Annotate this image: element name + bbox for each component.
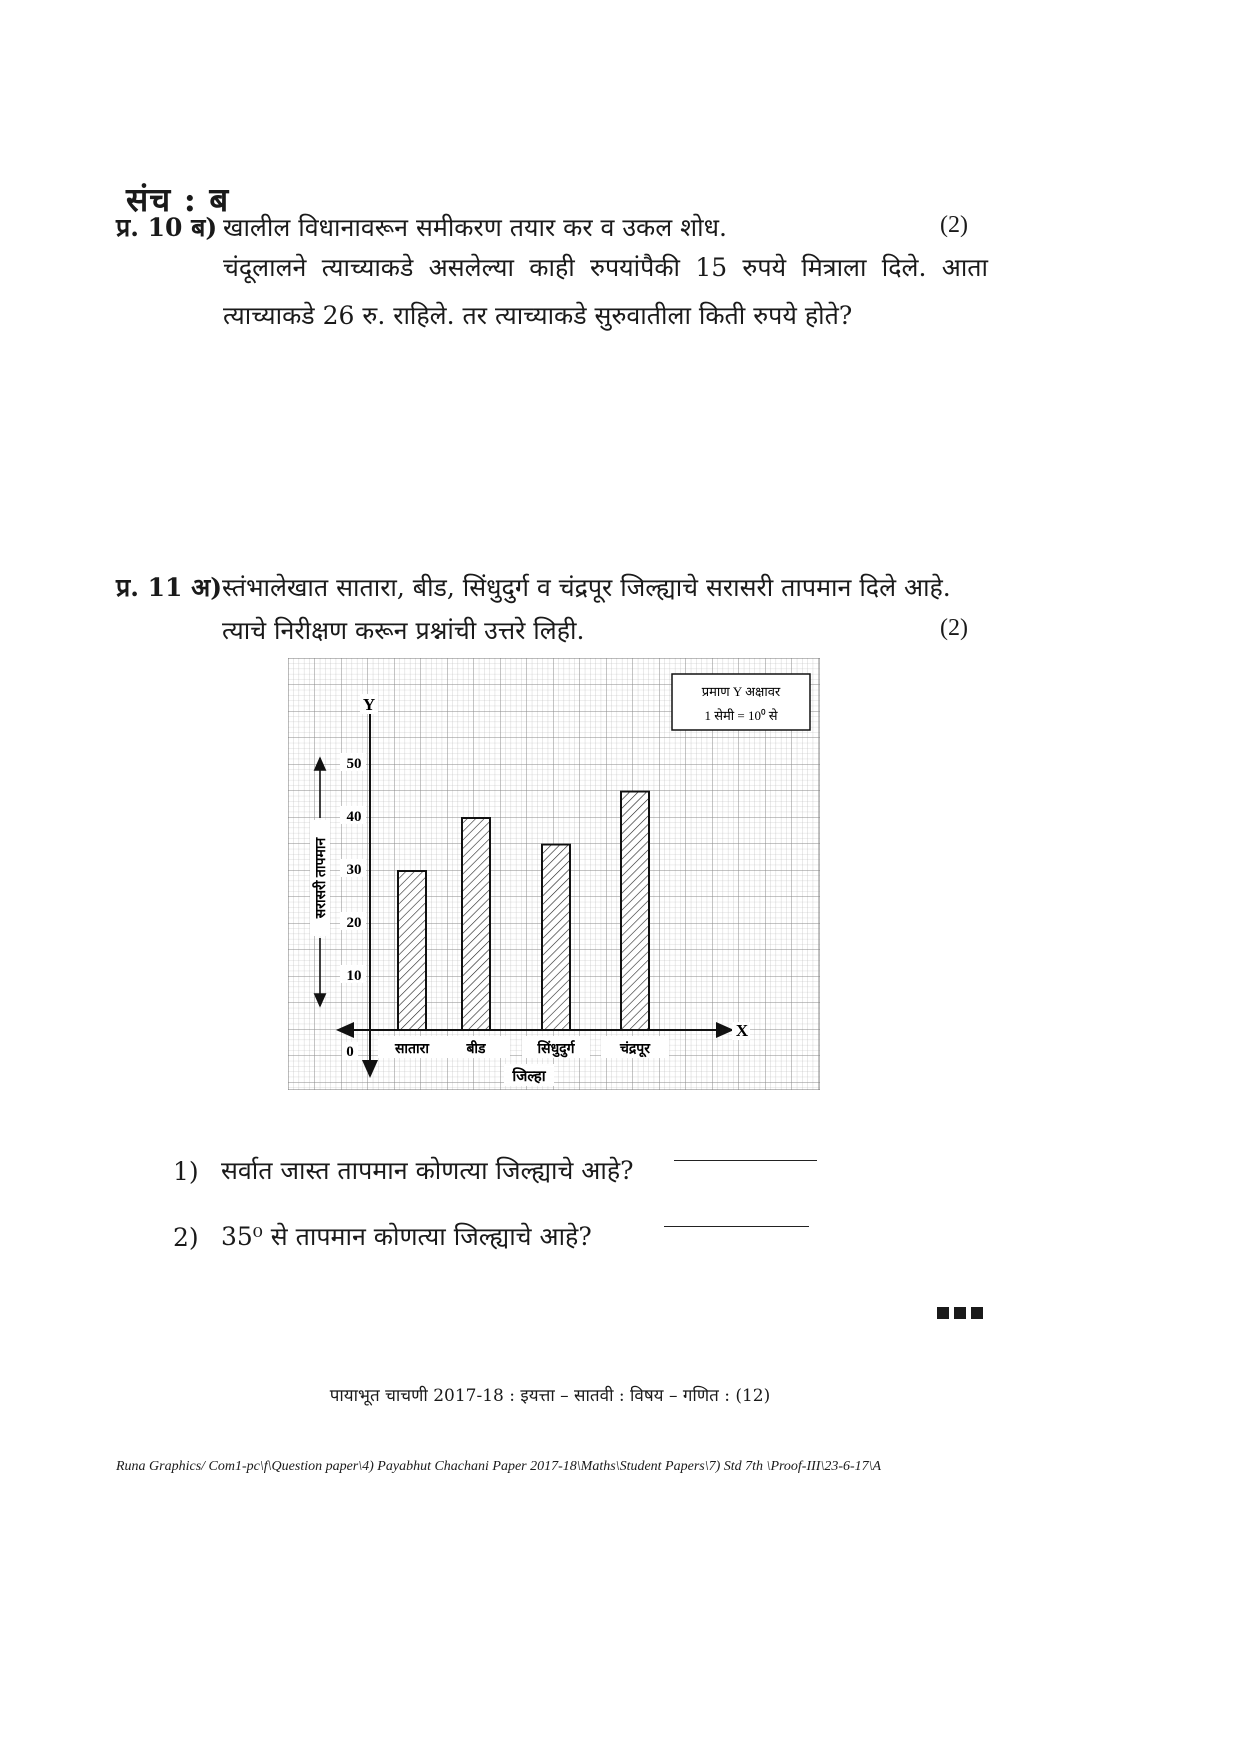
question-10-marks: (2) — [940, 212, 968, 238]
bar — [542, 845, 570, 1031]
end-square — [954, 1307, 966, 1319]
y-axis-label: सरासरी तापमान — [314, 837, 329, 919]
x-axis-label: जिल्हा — [512, 1069, 546, 1085]
y-tick-label: 10 — [346, 968, 362, 984]
category-label: बीड — [466, 1042, 486, 1057]
y-tick-label: 40 — [346, 809, 362, 825]
page-footer: पायाभूत चाचणी 2017-18 : इयत्ता – सातवी : विषय – गणित : (12) — [329, 1386, 771, 1406]
answer-line-1[interactable] — [674, 1160, 817, 1161]
y-axis-letter: Y — [362, 695, 376, 714]
question-11-label: प्र. 11 अ) — [116, 573, 223, 602]
category-label: चंद्रपूर — [619, 1042, 651, 1057]
x-axis-letter: X — [735, 1021, 749, 1040]
answer-line-2[interactable] — [664, 1226, 809, 1227]
question-11-marks: (2) — [940, 615, 968, 641]
file-path-footnote: Runa Graphics/ Com1-pc\f\Question paper\4) Payabhut Chachani Paper 2017-18\Maths\Student Papers\7) Std 7th \Proof-III\23-6-17\A — [116, 1459, 882, 1474]
scale-note-line2: 1 सेमी = 10⁰ से — [704, 708, 778, 723]
temperature-bar-chart — [288, 658, 820, 1090]
question-10-label: प्र. 10 ब) — [116, 213, 218, 242]
question-10-instruction: खालील विधानावरून समीकरण तयार कर व उकल शोध. — [223, 213, 727, 242]
sub-question-1-number: 1) — [173, 1157, 199, 1186]
category-label: सातारा — [394, 1042, 430, 1057]
sub-question-1-text: सर्वात जास्त तापमान कोणत्या जिल्ह्याचे आहे? — [221, 1156, 634, 1185]
question-11-line1: स्तंभालेखात सातारा, बीड, सिंधुदुर्ग व चंद्रपूर जिल्ह्याचे सरासरी तापमान दिले आहे. — [222, 573, 951, 602]
bar — [621, 792, 649, 1031]
y-tick-label: 50 — [346, 756, 362, 772]
category-label: सिंधुदुर्ग — [537, 1042, 575, 1057]
end-mark — [937, 1307, 983, 1319]
question-11-line2: त्याचे निरीक्षण करून प्रश्नांची उत्तरे लिही. — [222, 616, 585, 645]
sub-question-2-number: 2) — [173, 1223, 199, 1252]
set-title: संच : ब — [126, 180, 230, 219]
end-square — [937, 1307, 949, 1319]
scale-note-line1: प्रमाण Y अक्षावर — [701, 684, 781, 699]
bar — [398, 871, 426, 1030]
y-tick-label: 30 — [346, 862, 362, 878]
origin-label: 0 — [346, 1044, 354, 1060]
end-square — [971, 1307, 983, 1319]
question-10-problem: चंदूलालने त्याच्याकडे असलेल्या काही रुपयांपैकी 15 रुपये मित्राला दिले. आता त्याच्याकडे 26 रु. राहिले. तर त्याच्याकडे सुरुवातीला किती रुपये होते? — [223, 253, 988, 330]
sub-question-2-text: 35⁰ से तापमान कोणत्या जिल्ह्याचे आहे? — [221, 1222, 592, 1251]
bar — [462, 818, 490, 1030]
y-tick-label: 20 — [346, 915, 362, 931]
